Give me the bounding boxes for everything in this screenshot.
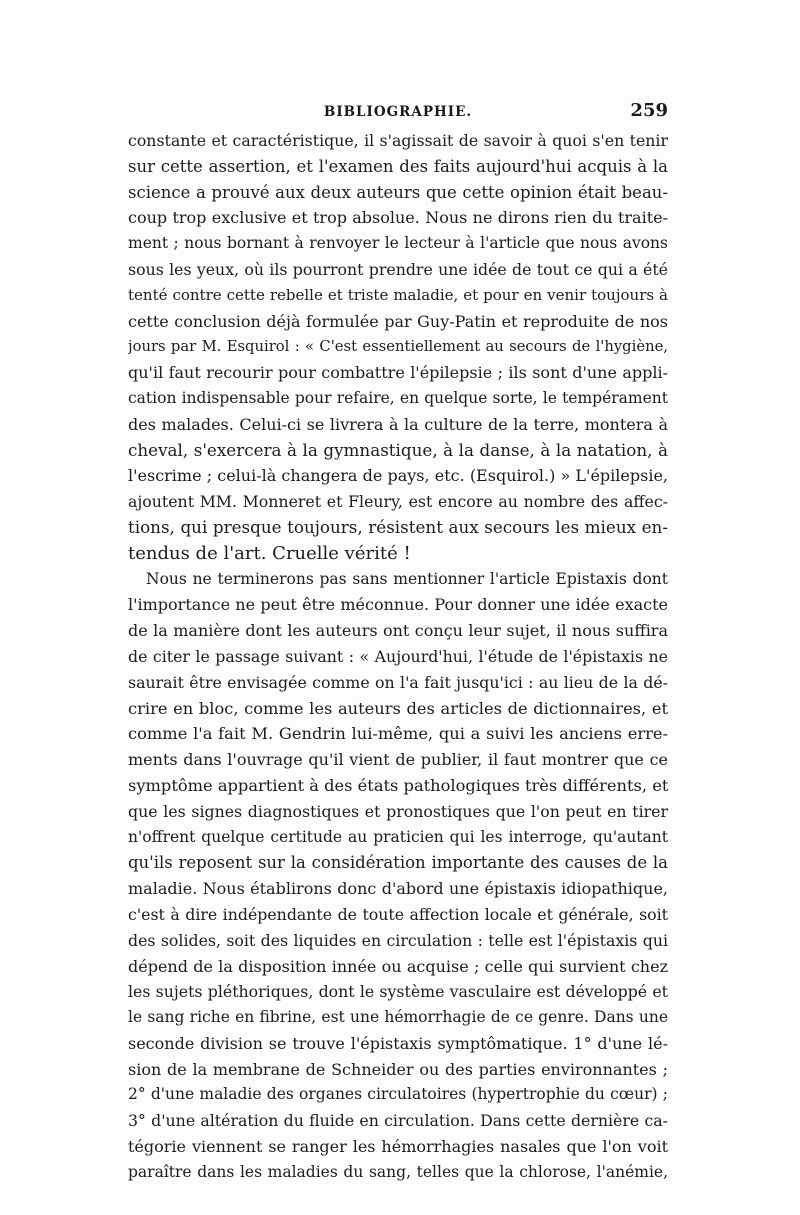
text-line: qu'ils reposent sur la considération importante des causes de la: [128, 853, 668, 873]
text-line: de la manière dont les auteurs ont conçu leur sujet, il nous suffira: [128, 621, 668, 641]
text-line: que les signes diagnostiques et pronostiques que l'on peut en tirer: [128, 801, 668, 821]
text-line: sous les yeux, où ils pourront prendre une idée de tout ce qui a été: [128, 259, 668, 279]
text-line: de citer le passage suivant : « Aujourd'hui, l'étude de l'épistaxis ne: [128, 646, 668, 666]
text-line: sion de la membrane de Schneider ou des parties environnantes ;: [128, 1059, 668, 1079]
running-head: [128, 100, 668, 124]
text-line: science a prouvé aux deux auteurs que cette opinion était beau-: [128, 182, 668, 202]
text-line: seconde division se trouve l'épistaxis symptômatique. 1° d'une lé-: [128, 1033, 668, 1053]
text-line: l'escrime ; celui-là changera de pays, etc. (Esquirol.) » L'épilepsie,: [128, 466, 668, 486]
text-line: c'est à dire indépendante de toute affection locale et générale, soit: [128, 904, 668, 924]
text-line: maladie. Nous établirons donc d'abord une épistaxis idiopathique,: [128, 879, 668, 899]
text-line: saurait être envisagée comme on l'a fait jusqu'ici : au lieu de la dé-: [128, 672, 668, 692]
text-line: 2° d'une maladie des organes circulatoires (hypertrophie du cœur) ;: [128, 1085, 668, 1104]
text-line: n'offrent quelque certitude au praticien qui les interroge, qu'autant: [128, 827, 668, 846]
text-line: des malades. Celui-ci se livrera à la culture de la terre, montera à: [128, 414, 668, 434]
text-line: comme l'a fait M. Gendrin lui-même, qui a suivi les anciens erre-: [128, 724, 668, 744]
paragraph-epilepsie: [128, 128, 668, 567]
text-line: l'importance ne peut être méconnue. Pour donner une idée exacte: [128, 595, 668, 615]
text-line: ment ; nous bornant à renvoyer le lecteur à l'article que nous avons: [128, 234, 668, 253]
text-line: crire en bloc, comme les auteurs des articles de dictionnaires, et: [128, 698, 668, 718]
text-line: le sang riche en fibrine, est une hémorrhagie de ce genre. Dans une: [128, 1008, 668, 1027]
text-line: qu'il faut recourir pour combattre l'épilepsie ; ils sont d'une appli-: [128, 363, 668, 383]
text-line: constante et caractéristique, il s'agissait de savoir à quoi s'en tenir: [128, 131, 668, 150]
paragraph-epistaxis: [128, 567, 668, 1186]
text-line: des solides, soit des liquides en circulation : telle est l'épistaxis qui: [128, 930, 668, 950]
running-title: BIBLIOGRAPHIE.: [323, 104, 473, 120]
text-line: Nous ne terminerons pas sans mentionner l'article Epistaxis dont: [146, 569, 668, 588]
text-line: cation indispensable pour refaire, en quelque sorte, le tempérament: [128, 388, 668, 407]
text-line: dépend de la disposition innée ou acquise ; celle qui survient chez: [128, 956, 668, 976]
text-line: coup trop exclusive et trop absolue. Nous ne dirons rien du traite-: [128, 208, 668, 228]
text-line: jours par M. Esquirol : « C'est essentiellement au secours de l'hygiène,: [128, 338, 668, 356]
text-line: tenté contre cette rebelle et triste maladie, et pour en venir toujours à: [128, 285, 668, 304]
text-line: cheval, s'exercera à la gymnastique, à la danse, à la natation, à: [128, 439, 668, 460]
text-line: 3° d'une altération du fluide en circulation. Dans cette dernière ca-: [128, 1111, 668, 1131]
text-line: tégorie viennent se ranger les hémorrhagies nasales que l'on voit: [128, 1137, 668, 1157]
page-number: 259: [630, 100, 668, 121]
text-line: les sujets pléthoriques, dont le système vasculaire est développé et: [128, 982, 668, 1002]
body-text: [128, 128, 668, 1186]
text-line: symptôme appartient à des états pathologiques très différents, et: [128, 775, 668, 795]
text-line: ments dans l'ouvrage qu'il vient de publier, il faut montrer que ce: [128, 750, 668, 770]
text-line: tions, qui presque toujours, résistent aux secours les mieux en-: [128, 516, 668, 537]
text-line: cette conclusion déjà formulée par Guy-Patin et reproduite de nos: [128, 311, 668, 331]
text-line: tendus de l'art. Cruelle vérité !: [128, 542, 411, 564]
text-line: sur cette assertion, et l'examen des faits aujourd'hui acquis à la: [128, 156, 668, 176]
text-line: paraître dans les maladies du sang, telles que la chlorose, l'anémie,: [128, 1162, 668, 1181]
text-line: ajoutent MM. Monneret et Fleury, est encore au nombre des affec-: [128, 492, 668, 512]
